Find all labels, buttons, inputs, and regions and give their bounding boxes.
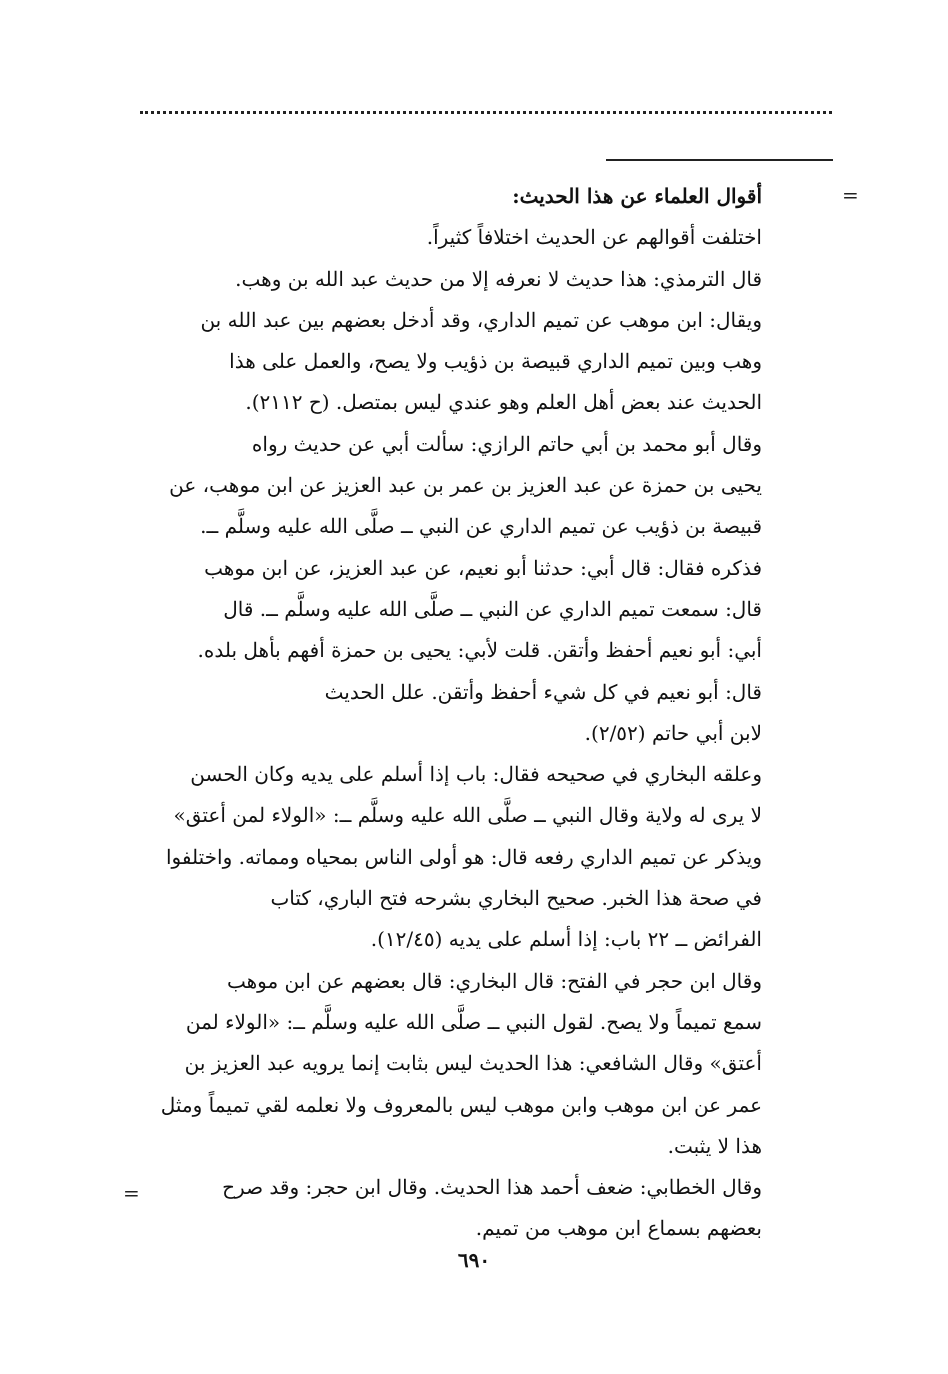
text-line: قال الترمذي: هذا حديث لا نعرفه إلا من حديث عبد الله بن وهب. [235,266,762,291]
text-line: وقال الخطابي: ضعف أحمد هذا الحديث. وقال ابن حجر: وقد صرح [222,1175,762,1200]
text-line: وهب وبين تميم الداري قبيصة بن ذؤيب ولا يصح، والعمل على هذا [229,349,762,374]
section-heading: أقوال العلماء عن هذا الحديث: [512,184,762,208]
text-line: الحديث عند بعض أهل العلم وهو عندي ليس بمتصل. (ح ٢١١٢). [245,390,762,415]
text-line: هذا لا يثبت. [667,1133,762,1158]
text-line: لابن أبي حاتم (٢/٥٢). [584,720,762,745]
text-line: اختلفت أقوالهم عن الحديث اختلافاً كثيراً. [426,225,762,250]
text-line: وعلقه البخاري في صحيحه فقال: باب إذا أسلم على يديه وكان الحسن [190,762,762,787]
text-line: في صحة هذا الخبر. صحيح البخاري بشرحه فتح الباري، كتاب [270,886,762,911]
text-line: قبيصة بن ذؤيب عن تميم الداري عن النبي ــ صلَّى الله عليه وسلَّم ــ. [200,514,762,539]
continuation-mark-top: = [842,183,859,207]
text-line: سمع تميماً ولا يصح. لقول النبي ــ صلَّى الله عليه وسلَّم ــ: «الولاء لمن [185,1009,762,1034]
text-line: أعتق» وقال الشافعي: هذا الحديث ليس بثابت إنما يرويه عبد العزيز بن [184,1051,762,1076]
text-line: يحيى بن حمزة عن عبد العزيز بن عمر بن عبد العزيز عن ابن موهب، عن [169,473,762,498]
text-line: وقال ابن حجر في الفتح: قال البخاري: قال بعضهم عن ابن موهب [226,968,762,993]
text-line: قال: أبو نعيم في كل شيء أحفظ وأتقن. علل الحديث [324,679,762,704]
text-line: أبي: أبو نعيم أحفظ وأتقن. قلت لأبي: يحيى بن حمزة أفهم بأهل بلده. [197,638,762,663]
text-line: وقال أبو محمد بن أبي حاتم الرازي: سألت أبي عن حديث رواه [251,431,762,456]
text-line: ويقال: ابن موهب عن تميم الداري، وقد أدخل بعضهم بين عبد الله بن [200,307,762,332]
footnote-text [142,176,762,1250]
text-line: بعضهم بسماع ابن موهب من تميم. [475,1216,762,1241]
text-line: عمر عن ابن موهب وابن موهب ليس بالمعروف ولا نعلمه لقي تميماً ومثل [160,1092,762,1117]
text-line: الفرائض ــ ٢٢ باب: إذا أسلم على يديه (١٢/٤٥). [370,927,762,952]
text-line: لا يرى له ولاية وقال النبي ــ صلَّى الله عليه وسلَّم ــ: «الولاء لمن أعتق» [173,803,762,828]
continuation-mark-bottom: = [123,1181,140,1205]
dotted-separator [140,111,832,114]
text-line: فذكره فقال: قال أبي: حدثنا أبو نعيم، عن عبد العزيز، عن ابن موهب [204,555,762,580]
text-line: قال: سمعت تميم الداري عن النبي ــ صلَّى الله عليه وسلَّم ــ. قال [223,596,762,621]
footnote-rule [606,159,833,161]
page-number: ٦٩٠ [457,1248,491,1272]
text-line: ويذكر عن تميم الداري رفعه قال: هو أولى الناس بمحياه ومماته. واختلفوا [166,844,762,869]
